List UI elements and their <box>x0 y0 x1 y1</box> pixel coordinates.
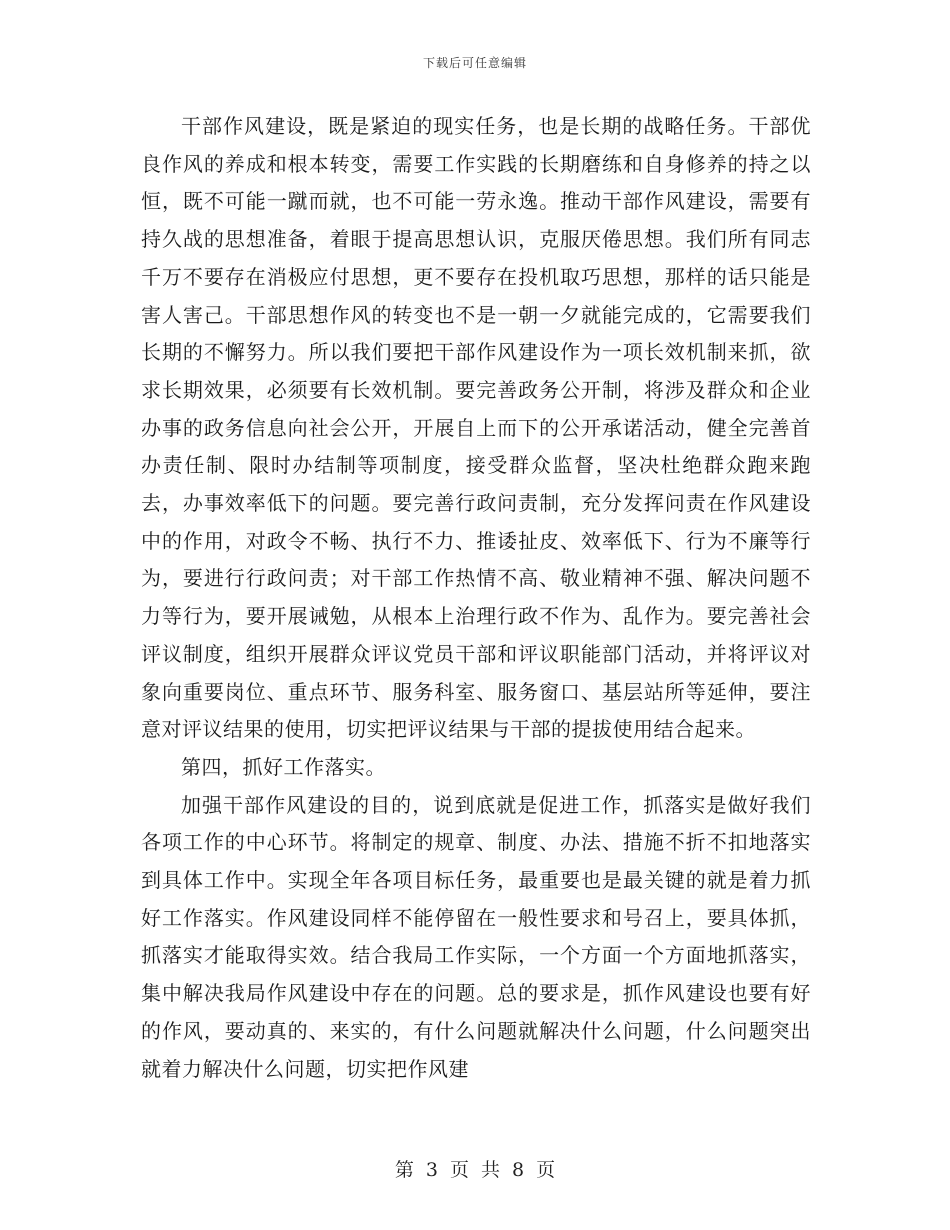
document-body <box>141 108 811 1088</box>
body-paragraph-2: 加强干部作风建设的目的，说到底就是促进工作，抓落实是做好我们各项工作的中心环节。将制定的规章、制度、办法、措施不折不扣地落实到具体工作中。实现全年各项目标任务，最重要也是最关键的就是着力抓好工作落实。作风建设同样不能停留在一般性要求和号召上，要具体抓，抓落实才能取得实效。结合我局工作实际，一个方面一个方面地抓落实，集中解决我局作风建设中存在的问题。总的要求是，抓作风建设也要有好的作风，要动真的、来实的，有什么问题就解决什么问题，什么问题突出就着力解决什么问题，切实把作风建 <box>141 792 811 1081</box>
page-number-footer: 第 3 页 共 8 页 <box>394 1159 556 1181</box>
page-header-note: 下载后可任意编辑 <box>422 56 527 70</box>
body-paragraph-1: 干部作风建设，既是紧迫的现实任务，也是长期的战略任务。干部优良作风的养成和根本转变，需要工作实践的长期磨练和自身修养的持之以恒，既不可能一蹴而就，也不可能一劳永逸。推动干部作风建设，需要有持久战的思想准备，着眼于提高思想认识，克服厌倦思想。我们所有同志千万不要存在消极应付思想，更不要存在投机取巧思想，那样的话只能是害人害己。干部思想作风的转变也不是一朝一夕就能完成的，它需要我们长期的不懈努力。所以我们要把干部作风建设作为一项长效机制来抓，欲求长期效果，必须要有长效机制。要完善政务公开制，将涉及群众和企业办事的政务信息向社会公开，开展自上而下的公开承诺活动，健全完善首办责任制、限时办结制等项制度，接受群众监督，坚决杜绝群众跑来跑去，办事效率低下的问题。要完善行政问责制，充分发挥问责在作风建设中的作用，对政令不畅、执行不力、推诿扯皮、效率低下、行为不廉等行为，要进行行政问责；对干部工作热情不高、敬业精神不强、解决问题不力等行为，要开展诫勉，从根本上治理行政不作为、乱作为。要完善社会评议制度，组织开展群众评议党员干部和评议职能部门活动，并将评议对象向重要岗位、重点环节、服务科室、服务窗口、基层站所等延伸，要注意对评议结果的使用，切实把评议结果与干部的提拔使用结合起来。 <box>141 114 811 742</box>
section-heading-4: 第四，抓好工作落实。 <box>181 754 386 779</box>
